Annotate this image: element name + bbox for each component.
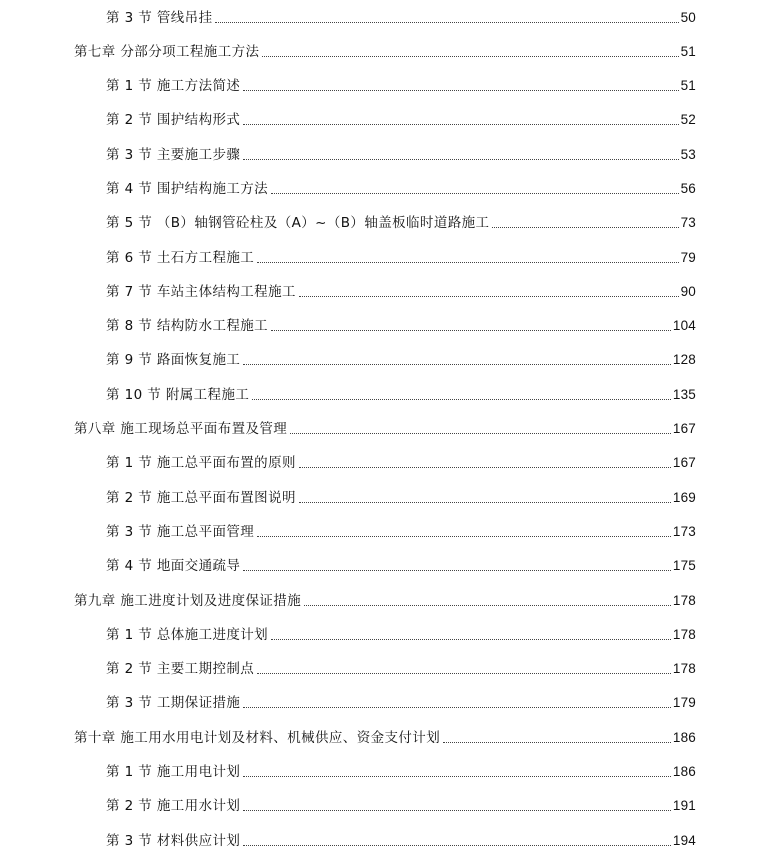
toc-entry-label: 第 3 节 工期保证措施	[106, 695, 241, 711]
dot-leader	[243, 570, 671, 571]
dot-leader	[290, 433, 671, 434]
toc-entry-page: 175	[672, 558, 696, 573]
dot-leader	[304, 605, 671, 606]
toc-entry-label: 第 3 节 材料供应计划	[106, 833, 241, 849]
toc-entry-page: 56	[680, 181, 696, 196]
toc-entry-page: 104	[672, 318, 696, 333]
toc-entry[interactable]	[106, 828, 696, 850]
toc-entry[interactable]	[74, 588, 696, 610]
dot-leader	[443, 742, 671, 743]
toc-entry-label: 第 7 节 车站主体结构工程施工	[106, 284, 296, 300]
dot-leader	[299, 502, 671, 503]
toc-entry[interactable]	[106, 279, 696, 301]
toc-entry-page: 128	[672, 352, 696, 367]
toc-entry-page: 178	[672, 661, 696, 676]
toc-entry[interactable]	[106, 176, 696, 198]
toc-entry[interactable]	[106, 142, 696, 164]
toc-entry-label: 第八章 施工现场总平面布置及管理	[74, 421, 288, 437]
toc-entry-page: 90	[680, 284, 696, 299]
dot-leader	[271, 193, 679, 194]
toc-entry-label: 第 4 节 地面交通疏导	[106, 558, 241, 574]
dot-leader	[262, 56, 678, 57]
dot-leader	[243, 364, 671, 365]
dot-leader	[257, 262, 678, 263]
toc-entry-label: 第 2 节 施工总平面布置图说明	[106, 490, 296, 506]
toc-entry-page: 51	[680, 44, 696, 59]
toc-entry-page: 191	[672, 798, 696, 813]
toc-entry-label: 第 2 节 围护结构形式	[106, 112, 241, 128]
toc-entry-label: 第 6 节 土石方工程施工	[106, 250, 255, 266]
toc-entry-page: 178	[672, 593, 696, 608]
dot-leader	[492, 227, 678, 228]
toc-entry-label: 第 3 节 主要施工步骤	[106, 147, 241, 163]
toc-entry-page: 186	[672, 764, 696, 779]
toc-entry-label: 第 1 节 总体施工进度计划	[106, 627, 269, 643]
toc-entry-label: 第 9 节 路面恢复施工	[106, 352, 241, 368]
toc-entry-page: 73	[680, 215, 696, 230]
toc-entry[interactable]	[106, 519, 696, 541]
dot-leader	[243, 810, 671, 811]
dot-leader	[243, 159, 678, 160]
toc-entry[interactable]	[106, 5, 696, 27]
toc-entry[interactable]	[106, 73, 696, 95]
toc-entry[interactable]	[106, 107, 696, 129]
toc-entry[interactable]	[106, 210, 696, 232]
dot-leader	[243, 845, 671, 846]
toc-entry[interactable]	[106, 759, 696, 781]
toc-entry[interactable]	[106, 450, 696, 472]
toc-entry[interactable]	[106, 793, 696, 815]
toc-entry-page: 51	[680, 78, 696, 93]
dot-leader	[257, 536, 671, 537]
dot-leader	[257, 673, 671, 674]
dot-leader	[271, 639, 671, 640]
toc-entry[interactable]	[74, 416, 696, 438]
toc-entry[interactable]	[106, 690, 696, 712]
dot-leader	[243, 90, 678, 91]
toc-entry-page: 194	[672, 833, 696, 848]
dot-leader	[252, 399, 671, 400]
toc-entry-page: 79	[680, 250, 696, 265]
toc-entry-label: 第 1 节 施工方法简述	[106, 78, 241, 94]
dot-leader	[299, 296, 679, 297]
dot-leader	[243, 707, 671, 708]
toc-entry-page: 167	[672, 455, 696, 470]
toc-entry-page: 179	[672, 695, 696, 710]
toc-entry[interactable]	[106, 485, 696, 507]
toc-entry-label: 第九章 施工进度计划及进度保证措施	[74, 593, 302, 609]
toc-entry-page: 178	[672, 627, 696, 642]
toc-entry-page: 53	[680, 147, 696, 162]
toc-entry-page: 135	[672, 387, 696, 402]
toc-entry[interactable]	[106, 347, 696, 369]
toc-entry-label: 第七章 分部分项工程施工方法	[74, 44, 260, 60]
dot-leader	[243, 776, 671, 777]
dot-leader	[243, 124, 678, 125]
dot-leader	[215, 22, 678, 23]
toc-entry[interactable]	[74, 725, 696, 747]
toc-entry[interactable]	[106, 656, 696, 678]
toc-entry-label: 第 3 节 管线吊挂	[106, 10, 213, 26]
toc-entry[interactable]	[106, 553, 696, 575]
dot-leader	[271, 330, 671, 331]
toc-entry-label: 第 2 节 施工用水计划	[106, 798, 241, 814]
dot-leader	[299, 467, 671, 468]
toc-entry-label: 第 10 节 附属工程施工	[106, 387, 250, 403]
toc-entry-page: 186	[672, 730, 696, 745]
toc-entry[interactable]	[106, 622, 696, 644]
toc-entry-page: 52	[680, 112, 696, 127]
toc-entry-label: 第 2 节 主要工期控制点	[106, 661, 255, 677]
toc-entry[interactable]	[106, 245, 696, 267]
toc-entry-label: 第 1 节 施工总平面布置的原则	[106, 455, 296, 471]
toc-entry-label: 第十章 施工用水用电计划及材料、机械供应、资金支付计划	[74, 730, 441, 746]
toc-entry-page: 167	[672, 421, 696, 436]
toc-entry-label: 第 8 节 结构防水工程施工	[106, 318, 269, 334]
toc-entry-page: 169	[672, 490, 696, 505]
toc-entry-page: 173	[672, 524, 696, 539]
toc-entry-page: 50	[680, 10, 696, 25]
toc-entry[interactable]	[74, 39, 696, 61]
toc-entry[interactable]	[106, 313, 696, 335]
toc-entry[interactable]	[106, 382, 696, 404]
toc-entry-label: 第 5 节 （B）轴钢管砼柱及（A）~（B）轴盖板临时道路施工	[106, 215, 490, 231]
toc-entry-label: 第 1 节 施工用电计划	[106, 764, 241, 780]
toc-entry-label: 第 3 节 施工总平面管理	[106, 524, 255, 540]
toc-entry-label: 第 4 节 围护结构施工方法	[106, 181, 269, 197]
